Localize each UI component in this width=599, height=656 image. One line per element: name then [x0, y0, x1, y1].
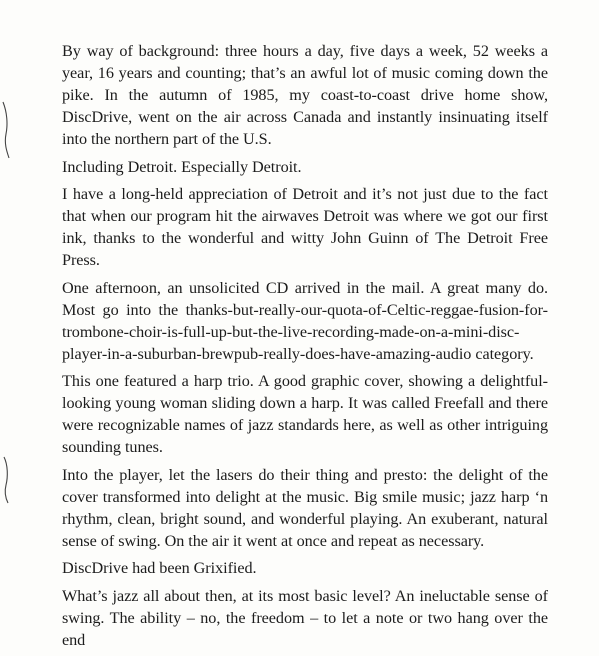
- paragraph-detroit: Including Detroit. Especially Detroit.: [62, 157, 302, 176]
- paragraph-grixified: DiscDrive had been Grixified.: [62, 559, 257, 577]
- paragraph-appreciation: I have a long-held appreciation of Detroit and it’s not just due to the fact that when our program hit the airwaves Detroit was where we got our first ink, thanks to the wonderful and witty John Guinn of The Detroit Free Press.: [62, 185, 548, 269]
- body-text: [62, 40, 548, 656]
- paragraph-background: By way of background: three hours a day, five days a week, 52 weeks a year, 16 years and counting; that’s an awful lot of music coming down the pike. In the autumn of 1985, my coast-to-coast drive home show, DiscDrive, went on the air across Canada and instantly insinuating itself into the northern part of the U.S.: [62, 42, 548, 148]
- paragraph-unsolicited-cd: One afternoon, an unsolicited CD arrived in the mail. A great many do. Most go into the thanks-but-really-our-quota-of-Celtic-reggae-fusion-for-trombone-choir-is-full-up-but-the-live-recording-made-on-a-mini-disc-player-in-a-suburban-brewpub-really-does-have-amazing-audio category.: [62, 278, 548, 363]
- page-edge-mark-top: [0, 100, 14, 160]
- paragraph-into-player: Into the player, let the lasers do their thing and presto: the delight of the cover transformed into delight at the music. Big smile music; jazz harp ‘n rhythm, clean, bright sound, and wonderful playing. An exuberant, natural sense of swing. On the air it went at once and repeat as necessary.: [62, 465, 548, 550]
- paragraph-jazz-swing: What’s jazz all about then, at its most basic level? An ineluctable sense of swing. The ability – no, the freedom – to let a note or two hang over the end: [62, 586, 548, 649]
- paragraph-harp-trio: This one featured a harp trio. A good graphic cover, showing a delightful-looking young woman sliding down a harp. It was called Freefall and there were recognizable names of jazz standards here, as well as other intriguing sounding tunes.: [62, 372, 548, 456]
- page-edge-mark-bottom: [0, 455, 14, 505]
